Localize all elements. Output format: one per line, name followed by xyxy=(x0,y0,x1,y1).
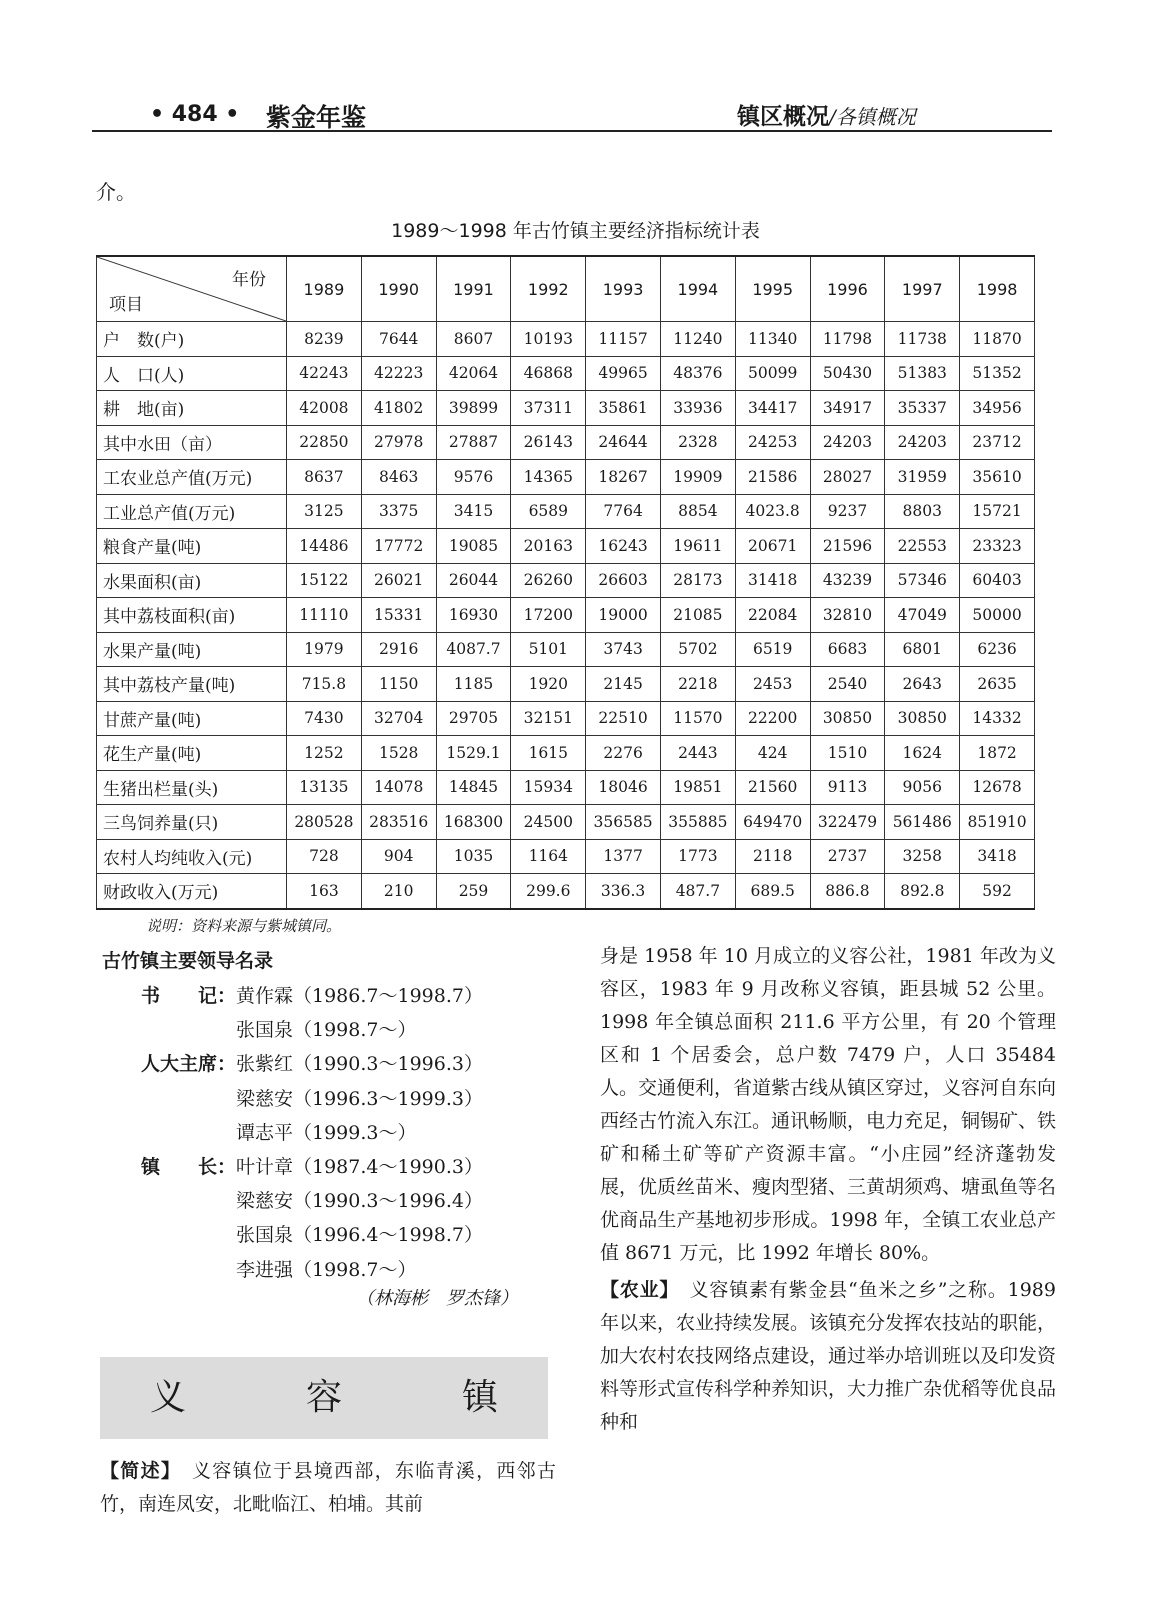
table-cell: 163 xyxy=(287,874,362,909)
table-cell: 33936 xyxy=(660,391,735,426)
table-cell: 51352 xyxy=(960,356,1035,391)
table-cell: 26260 xyxy=(511,563,586,598)
leader-entry xyxy=(236,1015,416,1042)
table-cell: 47049 xyxy=(885,598,960,633)
table-cell: 7430 xyxy=(287,701,362,736)
table-cell: 35610 xyxy=(960,460,1035,495)
row-label: 财政收入(万元) xyxy=(97,874,287,909)
table-cell: 6589 xyxy=(511,494,586,529)
row-label: 工农业总产值(万元) xyxy=(97,460,287,495)
table-cell: 3125 xyxy=(287,494,362,529)
table-cell: 424 xyxy=(735,736,810,771)
table-cell: 18046 xyxy=(586,770,661,805)
leader-name: 谭志平（1999.3～） xyxy=(236,1121,417,1144)
table-cell: 31418 xyxy=(735,563,810,598)
table-row xyxy=(97,770,1035,805)
table-cell: 14365 xyxy=(511,460,586,495)
table-cell: 1872 xyxy=(960,736,1035,771)
leader-entry xyxy=(236,1118,416,1145)
table-cell: 11870 xyxy=(960,322,1035,357)
table-cell: 892.8 xyxy=(885,874,960,909)
leader-name: 梁慈安（1990.3～1996.4） xyxy=(236,1190,483,1213)
table-cell: 2118 xyxy=(735,839,810,874)
year-header: 1989 xyxy=(287,256,362,322)
table-cell: 41802 xyxy=(361,391,436,426)
table-cell: 7644 xyxy=(361,322,436,357)
table-cell: 51383 xyxy=(885,356,960,391)
table-cell: 283516 xyxy=(361,805,436,840)
page-number: • 484 • xyxy=(150,102,240,127)
leader-name: 李进强（1998.7～） xyxy=(236,1258,417,1281)
table-cell: 35861 xyxy=(586,391,661,426)
table-cell: 8803 xyxy=(885,494,960,529)
table-cell: 24500 xyxy=(511,805,586,840)
table-cell: 168300 xyxy=(436,805,511,840)
table-cell: 728 xyxy=(287,839,362,874)
table-cell: 15721 xyxy=(960,494,1035,529)
table-cell: 322479 xyxy=(810,805,885,840)
table-cell: 259 xyxy=(436,874,511,909)
row-label: 粮食产量(吨) xyxy=(97,529,287,564)
table-cell: 280528 xyxy=(287,805,362,840)
table-cell: 46868 xyxy=(511,356,586,391)
year-header: 1996 xyxy=(810,256,885,322)
table-cell: 2540 xyxy=(810,667,885,702)
table-cell: 42243 xyxy=(287,356,362,391)
table-cell: 22553 xyxy=(885,529,960,564)
table-cell: 16930 xyxy=(436,598,511,633)
section-title xyxy=(737,98,916,131)
table-cell: 50430 xyxy=(810,356,885,391)
table-cell: 42223 xyxy=(361,356,436,391)
table-cell: 15122 xyxy=(287,563,362,598)
table-cell: 8854 xyxy=(660,494,735,529)
table-cell: 35337 xyxy=(885,391,960,426)
table-row xyxy=(97,598,1035,633)
table-cell: 14486 xyxy=(287,529,362,564)
table-cell: 1979 xyxy=(287,632,362,667)
row-label: 水果面积(亩) xyxy=(97,563,287,598)
leader-entry xyxy=(236,1255,416,1282)
table-cell: 23323 xyxy=(960,529,1035,564)
table-cell: 1185 xyxy=(436,667,511,702)
table-cell: 20671 xyxy=(735,529,810,564)
table-cell: 1615 xyxy=(511,736,586,771)
table-cell: 592 xyxy=(960,874,1035,909)
table-cell: 14332 xyxy=(960,701,1035,736)
table-cell: 10193 xyxy=(511,322,586,357)
table-cell: 37311 xyxy=(511,391,586,426)
table-cell: 34956 xyxy=(960,391,1035,426)
table-cell: 356585 xyxy=(586,805,661,840)
table-row xyxy=(97,736,1035,771)
table-cell: 15934 xyxy=(511,770,586,805)
table-cell: 39899 xyxy=(436,391,511,426)
table-cell: 19851 xyxy=(660,770,735,805)
table-cell: 30850 xyxy=(810,701,885,736)
table-cell: 42064 xyxy=(436,356,511,391)
town-name: 义 容 镇 xyxy=(149,1377,540,1418)
table-row xyxy=(97,425,1035,460)
leader-entry xyxy=(236,1186,483,1213)
continued-text: 介。 xyxy=(96,180,136,204)
table-cell: 23712 xyxy=(960,425,1035,460)
leader-name: 黄作霖（1986.7～1998.7） xyxy=(236,985,483,1007)
table-cell: 336.3 xyxy=(586,874,661,909)
table-cell: 8463 xyxy=(361,460,436,495)
table-cell: 11240 xyxy=(660,322,735,357)
table-cell: 210 xyxy=(361,874,436,909)
table-cell: 2443 xyxy=(660,736,735,771)
table-cell: 2453 xyxy=(735,667,810,702)
year-header: 1990 xyxy=(361,256,436,322)
table-cell: 43239 xyxy=(810,563,885,598)
year-header: 1998 xyxy=(960,256,1035,322)
table-cell: 2328 xyxy=(660,425,735,460)
table-cell: 26143 xyxy=(511,425,586,460)
table-cell: 19611 xyxy=(660,529,735,564)
table-cell: 1528 xyxy=(361,736,436,771)
table-row xyxy=(97,322,1035,357)
table-cell: 8239 xyxy=(287,322,362,357)
table-cell: 32151 xyxy=(511,701,586,736)
table-row xyxy=(97,391,1035,426)
table-cell: 11798 xyxy=(810,322,885,357)
table-row xyxy=(97,529,1035,564)
table-cell: 3415 xyxy=(436,494,511,529)
table-cell: 22850 xyxy=(287,425,362,460)
table-cell: 9576 xyxy=(436,460,511,495)
table-cell: 2218 xyxy=(660,667,735,702)
table-cell: 8607 xyxy=(436,322,511,357)
table-cell: 649470 xyxy=(735,805,810,840)
row-label: 花生产量(吨) xyxy=(97,736,287,771)
table-cell: 11340 xyxy=(735,322,810,357)
table-cell: 50099 xyxy=(735,356,810,391)
table-cell: 22200 xyxy=(735,701,810,736)
table-cell: 3743 xyxy=(586,632,661,667)
table-row xyxy=(97,839,1035,874)
table-cell: 715.8 xyxy=(287,667,362,702)
town-banner xyxy=(100,1357,548,1439)
overview-text-left: 义容镇位于县境西部，东临青溪，西邻古竹，南连凤安，北毗临江、柏埔。其前 xyxy=(100,1460,556,1515)
agriculture-paragraph xyxy=(600,1274,1056,1439)
table-cell: 11110 xyxy=(287,598,362,633)
row-label: 其中荔枝面积(亩) xyxy=(97,598,287,633)
table-row xyxy=(97,667,1035,702)
table-cell: 18267 xyxy=(586,460,661,495)
table-cell: 21596 xyxy=(810,529,885,564)
table-cell: 11570 xyxy=(660,701,735,736)
table-cell: 487.7 xyxy=(660,874,735,909)
leader-name: 张国泉（1996.4～1998.7） xyxy=(236,1224,483,1247)
table-cell: 31959 xyxy=(885,460,960,495)
table-cell: 1510 xyxy=(810,736,885,771)
table-cell: 2737 xyxy=(810,839,885,874)
table-cell: 3258 xyxy=(885,839,960,874)
year-header: 1995 xyxy=(735,256,810,322)
leader-name: 张国泉（1998.7～） xyxy=(236,1019,417,1042)
table-cell: 20163 xyxy=(511,529,586,564)
table-row xyxy=(97,805,1035,840)
table-cell: 3418 xyxy=(960,839,1035,874)
table-cell: 9056 xyxy=(885,770,960,805)
table-cell: 57346 xyxy=(885,563,960,598)
table-cell: 2643 xyxy=(885,667,960,702)
year-header: 1994 xyxy=(660,256,735,322)
table-title: 1989～1998 年古竹镇主要经济指标统计表 xyxy=(391,220,760,242)
leader-entry xyxy=(140,1049,483,1076)
table-cell: 2145 xyxy=(586,667,661,702)
table-cell: 15331 xyxy=(361,598,436,633)
table-cell: 2276 xyxy=(586,736,661,771)
section-name: 镇区概况 xyxy=(737,104,829,130)
table-cell: 19085 xyxy=(436,529,511,564)
table-cell: 26044 xyxy=(436,563,511,598)
table-cell: 30850 xyxy=(885,701,960,736)
table-cell: 5101 xyxy=(511,632,586,667)
table-cell: 17772 xyxy=(361,529,436,564)
table-cell: 561486 xyxy=(885,805,960,840)
table-cell: 48376 xyxy=(660,356,735,391)
overview-label: 【简述】 xyxy=(100,1460,172,1482)
author-credit: （林海彬 罗杰锋） xyxy=(356,1288,518,1309)
row-label: 其中水田（亩） xyxy=(97,425,287,460)
row-label: 工业总产值(万元) xyxy=(97,494,287,529)
table-cell: 4023.8 xyxy=(735,494,810,529)
table-cell: 22084 xyxy=(735,598,810,633)
year-header: 1997 xyxy=(885,256,960,322)
table-cell: 50000 xyxy=(960,598,1035,633)
table-cell: 1377 xyxy=(586,839,661,874)
table-cell: 1529.1 xyxy=(436,736,511,771)
table-cell: 12678 xyxy=(960,770,1035,805)
row-label: 水果产量(吨) xyxy=(97,632,287,667)
table-cell: 60403 xyxy=(960,563,1035,598)
table-cell: 299.6 xyxy=(511,874,586,909)
table-cell: 22510 xyxy=(586,701,661,736)
table-cell: 13135 xyxy=(287,770,362,805)
table-cell: 28173 xyxy=(660,563,735,598)
table-cell: 9237 xyxy=(810,494,885,529)
table-cell: 1252 xyxy=(287,736,362,771)
table-body xyxy=(97,322,1035,909)
book-title: 紫金年鉴 xyxy=(266,103,367,132)
row-label: 农村人均纯收入(元) xyxy=(97,839,287,874)
table-cell: 1035 xyxy=(436,839,511,874)
table-cell: 24203 xyxy=(885,425,960,460)
table-cell: 6683 xyxy=(810,632,885,667)
leader-entry xyxy=(236,1220,483,1247)
table-cell: 11738 xyxy=(885,322,960,357)
overview-paragraph-right: 身是 1958 年 10 月成立的义容公社，1981 年改为义容区，1983 年 9 月改称义容镇，距县城 52 公里。1998 年全镇总面积 211.6 平方公里，有 20 个管理区和 1 个居委会，总户数 7479 户，人口 35484 人。交通便利，省道紫古线从镇区穿过，义容河自东向西经古竹流入东江。通讯畅顺，电力充足，铜锡矿、铁矿和稀土矿等矿产资源丰富。“小庄园”经济蓬勃发展，优质丝苗米、瘦肉型猪、三黄胡须鸡、塘虱鱼等名优商品生产基地初步形成。1998 年，全镇工农业总产值 8671 万元，比 1992 年增长 80%。 xyxy=(600,945,1057,1264)
leader-role: 人大主席： xyxy=(140,1053,236,1076)
right-column xyxy=(600,940,1056,1439)
table-cell: 32704 xyxy=(361,701,436,736)
row-label: 其中荔枝产量(吨) xyxy=(97,667,287,702)
table-cell: 34417 xyxy=(735,391,810,426)
table-cell: 24644 xyxy=(586,425,661,460)
subsection-name: /各镇概况 xyxy=(829,105,916,129)
leader-entry xyxy=(236,1084,483,1111)
leader-name: 叶计章（1987.4～1990.3） xyxy=(236,1156,483,1178)
header-rule xyxy=(92,130,1052,132)
table-cell: 6519 xyxy=(735,632,810,667)
table-cell: 21586 xyxy=(735,460,810,495)
table-cell: 26603 xyxy=(586,563,661,598)
table-cell: 1920 xyxy=(511,667,586,702)
table-row xyxy=(97,460,1035,495)
table-cell: 21560 xyxy=(735,770,810,805)
table-cell: 886.8 xyxy=(810,874,885,909)
table-cell: 29705 xyxy=(436,701,511,736)
table-cell: 4087.7 xyxy=(436,632,511,667)
corner-item-label: 项目 xyxy=(109,295,143,315)
table-header-row xyxy=(97,256,1035,322)
table-cell: 6236 xyxy=(960,632,1035,667)
row-label: 人 口(人) xyxy=(97,356,287,391)
table-cell: 14078 xyxy=(361,770,436,805)
year-header: 1992 xyxy=(511,256,586,322)
table-note: 说明：资料来源与紫城镇同。 xyxy=(146,917,342,935)
table-cell: 5702 xyxy=(660,632,735,667)
table-cell: 32810 xyxy=(810,598,885,633)
table-cell: 3375 xyxy=(361,494,436,529)
table-cell: 27887 xyxy=(436,425,511,460)
table-cell: 42008 xyxy=(287,391,362,426)
table-cell: 9113 xyxy=(810,770,885,805)
leader-entry xyxy=(140,981,483,1008)
table-row xyxy=(97,874,1035,909)
leaders-title: 古竹镇主要领导名录 xyxy=(102,950,274,972)
leader-name: 梁慈安（1996.3～1999.3） xyxy=(236,1087,483,1110)
agriculture-text: 义容镇素有紫金县“鱼米之乡”之称。1989 年以来，农业持续发展。该镇充分发挥农技站的职能，加大农村农技网络点建设，通过举办培训班以及印发资料等形式宣传科学种养知识，大力推广杂优稻等优良品种和 xyxy=(600,1279,1057,1433)
table-corner-cell xyxy=(97,256,287,322)
table-cell: 6801 xyxy=(885,632,960,667)
table-cell: 21085 xyxy=(660,598,735,633)
table-row xyxy=(97,632,1035,667)
table-cell: 7764 xyxy=(586,494,661,529)
table-cell: 1164 xyxy=(511,839,586,874)
table-cell: 1150 xyxy=(361,667,436,702)
table-cell: 19909 xyxy=(660,460,735,495)
overview-paragraph-left xyxy=(100,1455,556,1521)
table-cell: 1624 xyxy=(885,736,960,771)
leader-role: 书 记： xyxy=(140,985,236,1007)
table-cell: 26021 xyxy=(361,563,436,598)
row-label: 甘蔗产量(吨) xyxy=(97,701,287,736)
row-label: 三鸟饲养量(只) xyxy=(97,805,287,840)
table-cell: 8637 xyxy=(287,460,362,495)
row-label: 耕 地(亩) xyxy=(97,391,287,426)
leader-role: 镇 长： xyxy=(140,1156,236,1178)
table-cell: 851910 xyxy=(960,805,1035,840)
table-cell: 904 xyxy=(361,839,436,874)
table-cell: 17200 xyxy=(511,598,586,633)
table-cell: 2916 xyxy=(361,632,436,667)
table-cell: 49965 xyxy=(586,356,661,391)
table-row xyxy=(97,356,1035,391)
table-cell: 11157 xyxy=(586,322,661,357)
table-cell: 24203 xyxy=(810,425,885,460)
table-cell: 14845 xyxy=(436,770,511,805)
table-cell: 2635 xyxy=(960,667,1035,702)
row-label: 户 数(户) xyxy=(97,322,287,357)
table-cell: 19000 xyxy=(586,598,661,633)
corner-year-label: 年份 xyxy=(232,270,266,290)
statistics-table xyxy=(96,255,1035,910)
leader-entry xyxy=(140,1152,483,1179)
table-cell: 27978 xyxy=(361,425,436,460)
year-header: 1991 xyxy=(436,256,511,322)
leader-name: 张紫红（1990.3～1996.3） xyxy=(236,1053,483,1076)
table-cell: 16243 xyxy=(586,529,661,564)
agriculture-label: 【农业】 xyxy=(600,1279,670,1301)
table-row xyxy=(97,494,1035,529)
table-cell: 34917 xyxy=(810,391,885,426)
table-cell: 24253 xyxy=(735,425,810,460)
table-cell: 1773 xyxy=(660,839,735,874)
row-label: 生猪出栏量(头) xyxy=(97,770,287,805)
table-cell: 355885 xyxy=(660,805,735,840)
table-cell: 689.5 xyxy=(735,874,810,909)
table-row xyxy=(97,563,1035,598)
year-header: 1993 xyxy=(586,256,661,322)
table-cell: 28027 xyxy=(810,460,885,495)
table-row xyxy=(97,701,1035,736)
